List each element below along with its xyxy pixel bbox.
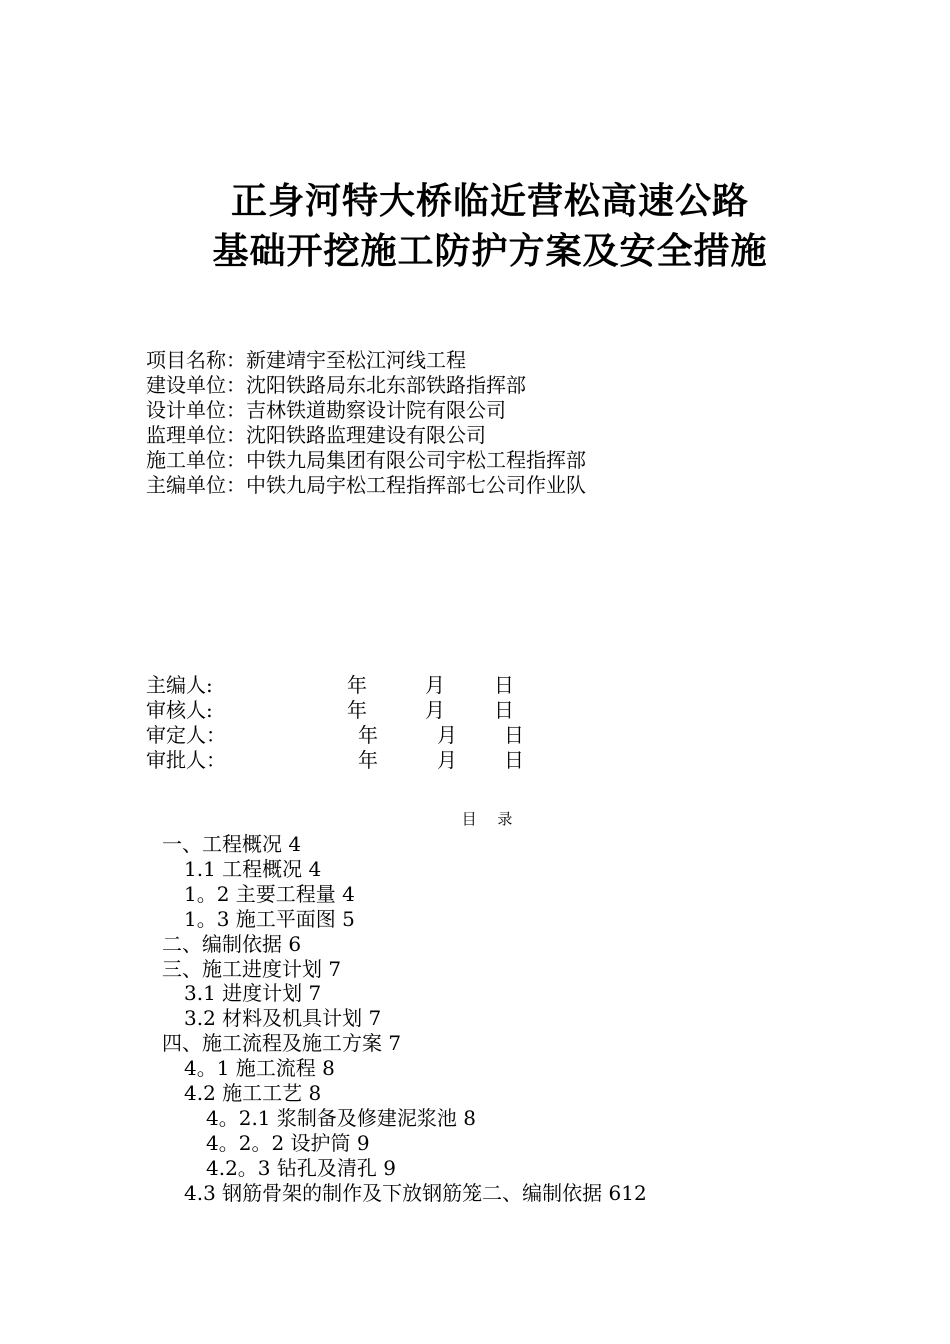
info-value: 沈阳铁路监理建设有限公司 xyxy=(246,423,486,447)
day-field: 日 xyxy=(504,748,524,772)
signature-label: 审定人： xyxy=(146,723,226,747)
info-value: 沈阳铁路局东北东部铁路指挥部 xyxy=(246,373,526,397)
year-field: 年 xyxy=(358,748,378,772)
table-of-contents xyxy=(0,832,647,1206)
month-field: 月 xyxy=(437,723,457,747)
toc-item[interactable]: 1.1 工程概况 4 xyxy=(184,856,322,881)
toc-item[interactable]: 1。3 施工平面图 5 xyxy=(184,906,355,931)
toc-item[interactable]: 二、编制依据 6 xyxy=(162,931,302,956)
toc-item[interactable]: 4。2.1 浆制备及修建泥浆池 8 xyxy=(206,1105,476,1130)
toc-item[interactable]: 一、工程概况 4 xyxy=(162,832,302,856)
info-value: 中铁九局集团有限公司宇松工程指挥部 xyxy=(246,448,586,472)
document-title-line-1: 正身河特大桥临近营松高速公路 xyxy=(230,180,749,222)
info-label: 主编单位： xyxy=(146,473,246,497)
project-info-row xyxy=(146,348,586,373)
project-info-row xyxy=(146,423,586,448)
project-info-block xyxy=(146,348,586,498)
toc-item[interactable]: 4.3 钢筋骨架的制作及下放钢筋笼二、编制依据 612 xyxy=(184,1180,647,1205)
signature-label: 主编人: xyxy=(146,673,213,697)
project-info-row xyxy=(146,398,586,423)
signature-label: 审批人： xyxy=(146,748,226,772)
info-label: 项目名称： xyxy=(146,348,246,372)
document-title-line-2: 基础开挖施工防护方案及安全措施 xyxy=(212,230,768,272)
project-info-row xyxy=(146,473,586,498)
toc-item[interactable]: 四、施工流程及施工方案 7 xyxy=(162,1031,402,1056)
year-field: 年 xyxy=(347,673,367,697)
info-value: 中铁九局宇松工程指挥部七公司作业队 xyxy=(246,473,586,497)
info-label: 设计单位： xyxy=(146,398,246,422)
info-value: 新建靖宇至松江河线工程 xyxy=(246,348,466,372)
toc-item[interactable]: 4.2。3 钻孔及清孔 9 xyxy=(206,1155,396,1180)
toc-item[interactable]: 三、施工进度计划 7 xyxy=(162,956,342,981)
info-label: 监理单位： xyxy=(146,423,246,447)
toc-item[interactable]: 4.2 施工工艺 8 xyxy=(184,1081,322,1106)
toc-item[interactable]: 1。2 主要工程量 4 xyxy=(184,881,355,906)
year-field: 年 xyxy=(358,723,378,747)
month-field: 月 xyxy=(425,673,445,697)
month-field: 月 xyxy=(437,748,457,772)
day-field: 日 xyxy=(494,698,514,722)
project-info-row xyxy=(146,373,586,398)
day-field: 日 xyxy=(504,723,524,747)
info-label: 施工单位： xyxy=(146,448,246,472)
info-label: 建设单位： xyxy=(146,373,246,397)
project-info-row xyxy=(146,448,586,473)
toc-item[interactable]: 4。2。2 设护筒 9 xyxy=(206,1130,370,1155)
toc-item[interactable]: 4。1 施工流程 8 xyxy=(184,1056,335,1081)
toc-item[interactable]: 3.2 材料及机具计划 7 xyxy=(184,1006,382,1031)
toc-item[interactable]: 3.1 进度计划 7 xyxy=(184,981,322,1006)
month-field: 月 xyxy=(425,698,445,722)
year-field: 年 xyxy=(347,698,367,722)
info-value: 吉林铁道勘察设计院有限公司 xyxy=(246,398,506,422)
day-field: 日 xyxy=(494,673,514,697)
signature-label: 审核人: xyxy=(146,698,213,722)
toc-heading: 目 录 xyxy=(461,810,521,828)
